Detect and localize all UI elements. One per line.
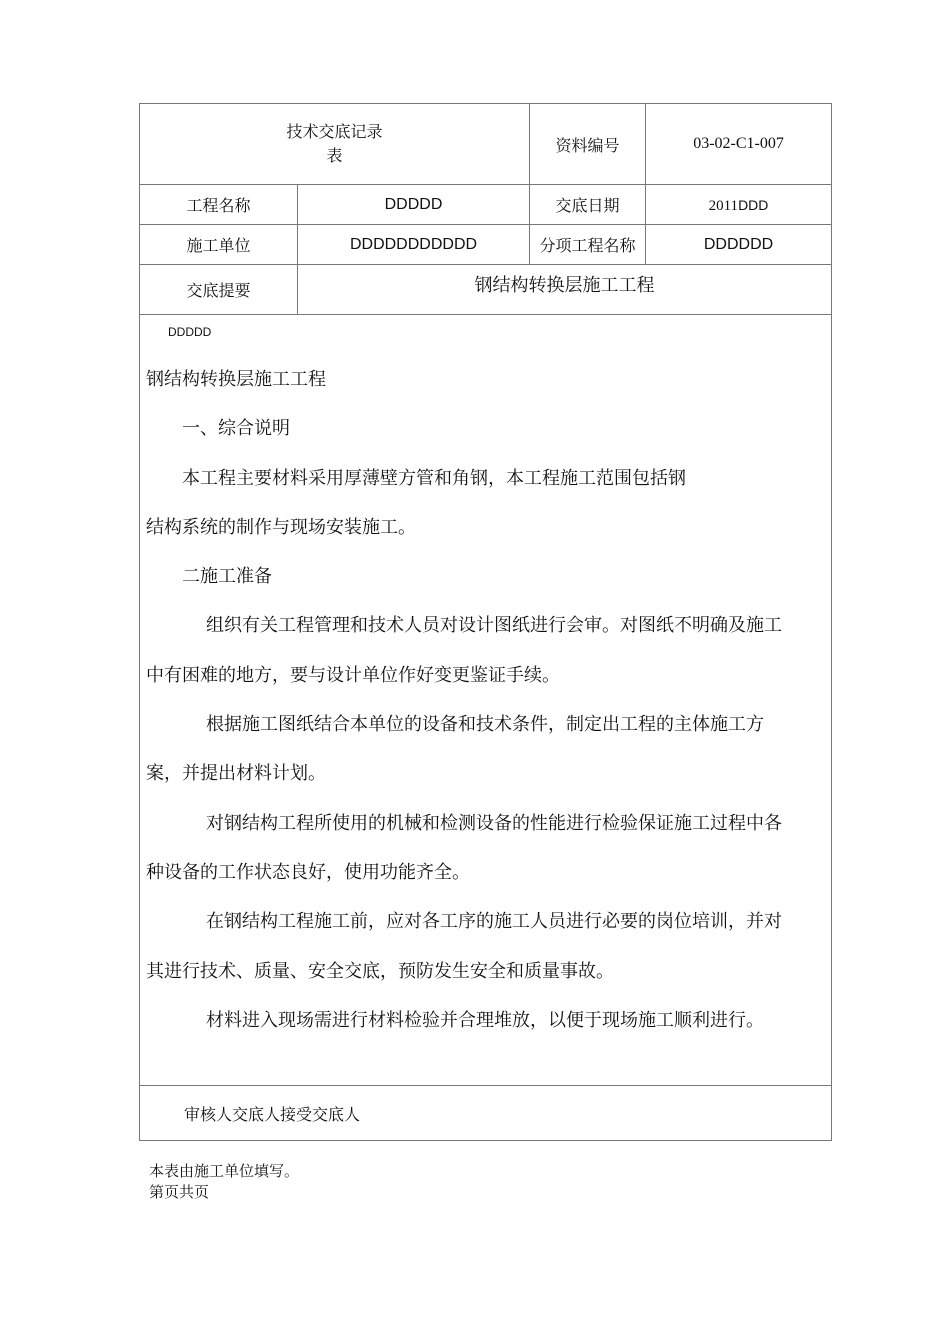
briefing-date-year: 2011 — [708, 197, 739, 214]
footer-note: 本表由施工单位填写。 — [149, 1162, 300, 1180]
briefing-date-value — [646, 185, 832, 225]
content-body — [146, 355, 822, 1045]
content-line: 其进行技术、质量、安全交底，预防发生安全和质量事故。 — [146, 960, 614, 982]
technical-briefing-form — [139, 103, 832, 1141]
briefing-content — [140, 315, 831, 1085]
sub-project-value: DDDDDD — [646, 225, 832, 265]
content-line: 一、综合说明 — [182, 418, 290, 440]
content-line: 本工程主要材料采用厚薄壁方管和角钢，本工程施工范围包括钢 — [182, 467, 686, 489]
construction-unit-label: 施工单位 — [140, 225, 298, 265]
doc-no-value: 03-02-C1-007 — [646, 104, 832, 185]
content-line: 案，并提出材料计划。 — [146, 763, 326, 785]
content-line: 种设备的工作状态良好，使用功能齐全。 — [146, 861, 470, 883]
form-footer — [149, 1161, 299, 1203]
construction-unit-value: DDDDDDDDDDD — [298, 225, 530, 265]
briefing-date-label: 交底日期 — [530, 185, 646, 225]
summary-value: 钢结构转换层施工工程 — [298, 265, 832, 315]
signature-labels: 审核人交底人接受交底人 — [184, 1104, 361, 1124]
project-name-value: DDDDD — [298, 185, 530, 225]
content-line: 组织有关工程管理和技术人员对设计图纸进行会审。对图纸不明确及施工 — [206, 615, 782, 637]
content-line: 中有困难的地方，要与设计单位作好变更鉴证手续。 — [146, 664, 560, 686]
form-title-line1: 技术交底记录 — [286, 122, 383, 141]
footer-page: 第页共页 — [149, 1183, 210, 1201]
signature-row — [140, 1086, 832, 1141]
doc-no-label: 资料编号 — [530, 104, 646, 185]
project-name-label: 工程名称 — [140, 185, 298, 225]
form-title — [140, 104, 530, 185]
content-line: 根据施工图纸结合本单位的设备和技术条件，制定出工程的主体施工方 — [206, 714, 764, 736]
content-line: 对钢结构工程所使用的机械和检测设备的性能进行检验保证施工过程中各 — [206, 812, 782, 834]
summary-label: 交底提要 — [140, 265, 298, 315]
form-title-line2: 表 — [326, 146, 343, 165]
sub-project-label: 分项工程名称 — [530, 225, 646, 265]
content-line: 结构系统的制作与现场安装施工。 — [146, 516, 416, 538]
content-line: 钢结构转换层施工工程 — [146, 369, 326, 390]
content-tag: DDDDD — [168, 325, 212, 339]
briefing-date-suffix: DDD — [738, 196, 769, 213]
content-line: 材料进入现场需进行材料检验并合理堆放，以便于现场施工顺利进行。 — [206, 1009, 764, 1031]
content-line: 在钢结构工程施工前，应对各工序的施工人员进行必要的岗位培训，并对 — [206, 911, 782, 933]
briefing-content-cell — [140, 315, 832, 1086]
content-line: 二施工准备 — [182, 566, 272, 588]
